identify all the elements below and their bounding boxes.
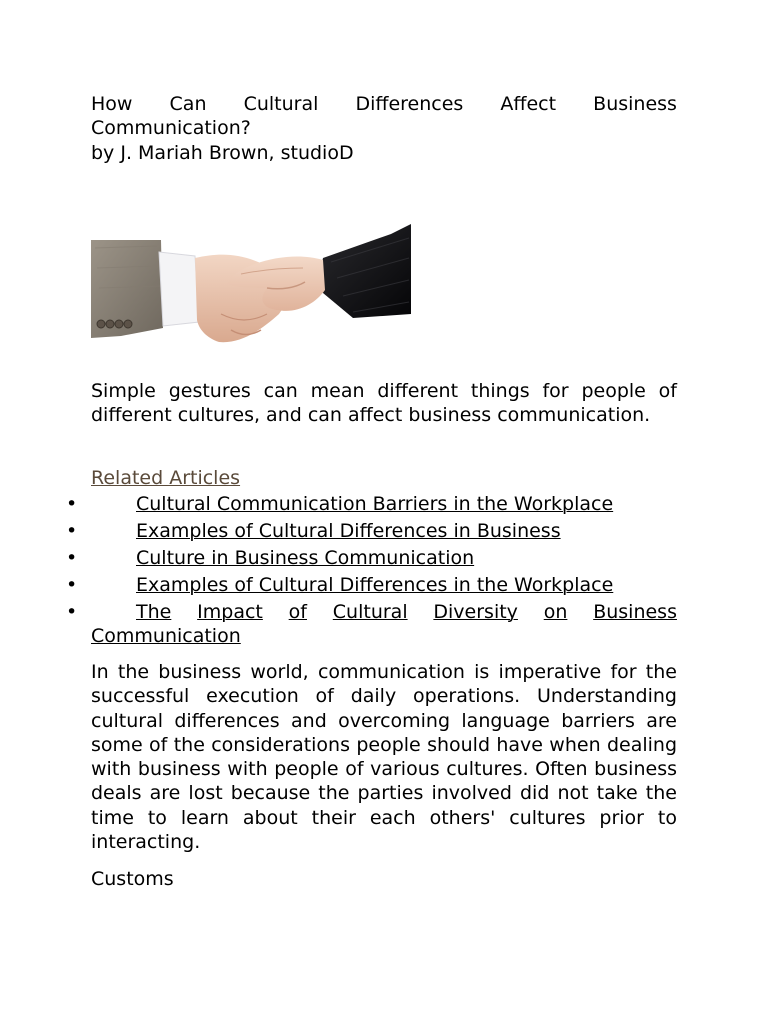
related-article-link[interactable]: Examples of Cultural Differences in the Workplace: [136, 574, 614, 596]
related-article-link[interactable]: Cultural Communication Barriers in the Workplace: [136, 493, 614, 515]
body-paragraph: In the business world, communication is imperative for the successful execution of daily operations. Understanding cultural differences and overcoming language barriers are some of the considerations people should have when dealing with business with people of various cultures. Often business deals are lost because the parties involved did not take the time to learn about their each others' cultures prior to interacting.: [91, 661, 677, 854]
article-title-line-2: Communication?: [91, 117, 251, 139]
title-word: Cultural: [243, 93, 319, 115]
link-word[interactable]: Cultural: [332, 601, 408, 623]
related-article-link[interactable]: Examples of Cultural Differences in Business: [136, 520, 561, 542]
bullet-icon: •: [66, 520, 78, 542]
link-word[interactable]: The: [136, 601, 172, 623]
article-title-line-1: [91, 92, 677, 116]
link-word[interactable]: Communication: [91, 625, 241, 647]
title-word: Can: [169, 93, 207, 115]
link-word[interactable]: Business: [593, 601, 677, 623]
bullet-icon: •: [66, 493, 78, 515]
related-article-link[interactable]: Culture in Business Communication: [136, 547, 475, 569]
related-article-link-line-2[interactable]: [91, 624, 677, 648]
handshake-image: [91, 218, 411, 350]
link-word[interactable]: Impact: [197, 601, 263, 623]
title-word: Differences: [355, 93, 464, 115]
bullet-icon: •: [66, 601, 78, 623]
link-word[interactable]: Diversity: [433, 601, 518, 623]
title-word: Business: [593, 93, 677, 115]
related-article-link-line-1[interactable]: [91, 600, 677, 624]
bullet-icon: •: [66, 547, 78, 569]
link-word[interactable]: of: [288, 601, 307, 623]
section-heading-customs: Customs: [91, 868, 174, 890]
title-word: Affect: [500, 93, 557, 115]
related-articles-heading[interactable]: Related Articles: [91, 467, 241, 489]
article-byline: by J. Mariah Brown, studioD: [91, 142, 354, 164]
bullet-icon: •: [66, 574, 78, 596]
link-word[interactable]: on: [543, 601, 568, 623]
image-caption: Simple gestures can mean different things for people of different cultures, and can affect business communication.: [91, 380, 677, 427]
title-word: How: [91, 93, 133, 115]
related-article-link-wrapped[interactable]: [91, 600, 677, 648]
